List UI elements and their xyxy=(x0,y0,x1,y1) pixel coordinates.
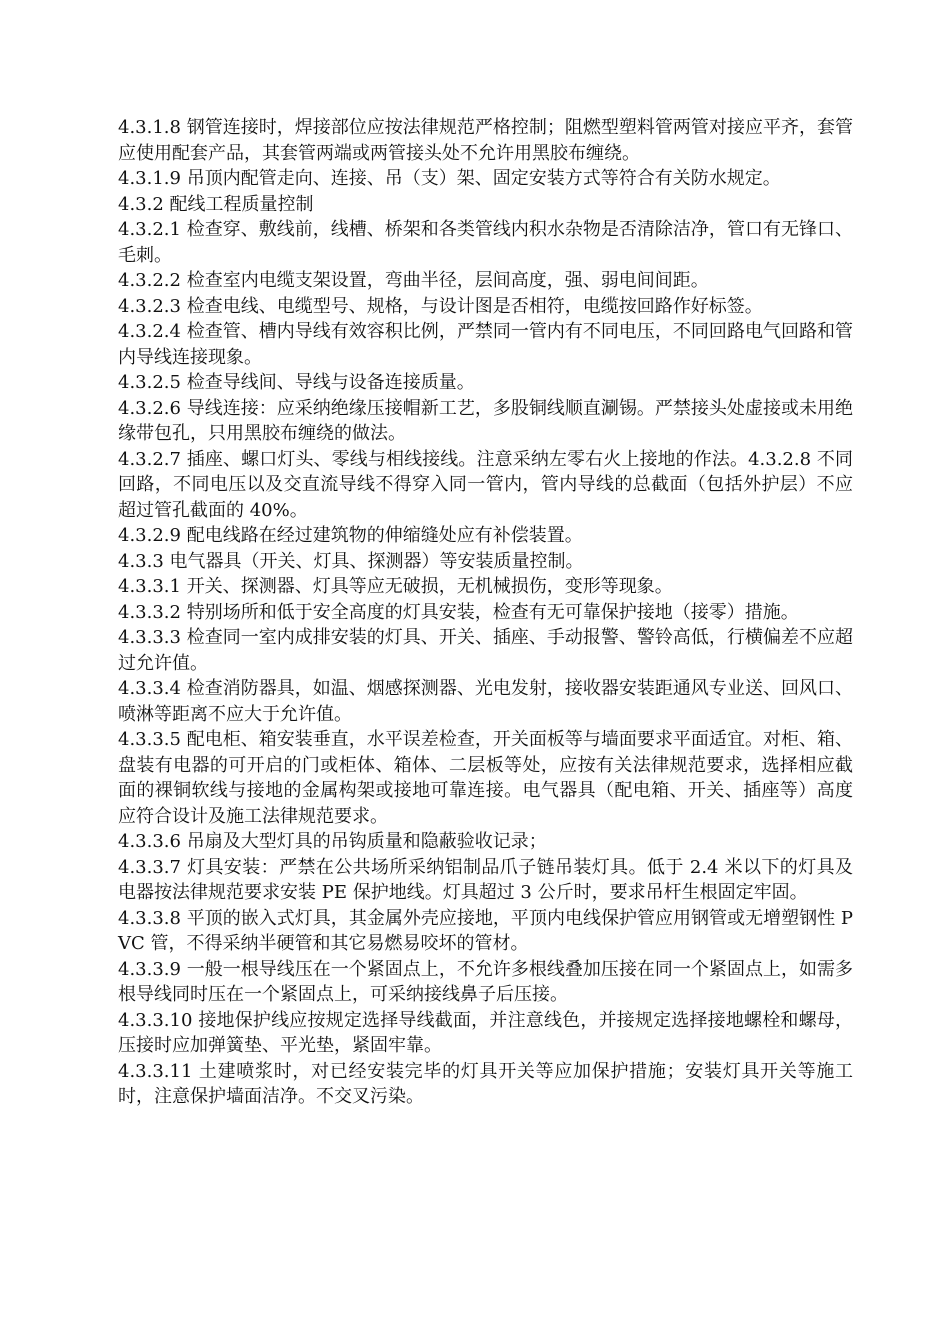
section-heading-4-3-2: 4.3.2 配线工程质量控制 xyxy=(118,193,314,215)
paragraph-4-3-2-3: 4.3.2.3 检查电线、电缆型号、规格，与设计图是否相符，电缆按回路作好标签。 xyxy=(118,295,763,317)
paragraph-4-3-2-4: 4.3.2.4 检查管、槽内导线有效容积比例，严禁同一管内有不同电压，不同回路电气回路和管内导线连接现象。 xyxy=(118,321,853,368)
paragraph-4-3-3-4: 4.3.3.4 检查消防器具，如温、烟感探测器、光电发射，接收器安装距通风专业送、回风口、喷淋等距离不应大于允许值。 xyxy=(118,678,853,725)
paragraph-4-3-2-7: 4.3.2.7 插座、螺口灯头、零线与相线接线。注意采纳左零右火上接地的作法。4.3.2.8 不同回路，不同电压以及交直流导线不得穿入同一管内，管内导线的总截面（包括外护层）不应超过管孔截面的 40%。 xyxy=(118,448,853,521)
paragraph-4-3-3-5: 4.3.3.5 配电柜、箱安装垂直，水平误差检查，开关面板等与墙面要求平面适宜。对柜、箱、盘装有电器的可开启的门或柜体、箱体、二层板等处，应按有关法律规范要求，选择相应截面的裸铜软线与接地的金属构架或接地可靠连接。电气器具（配电箱、开关、插座等）高度应符合设计及施工法律规范要求。 xyxy=(118,729,853,827)
paragraph-4-3-2-6: 4.3.2.6 导线连接：应采纳绝缘压接帽新工艺，多股铜线顺直涮锡。严禁接头处虚接或未用绝缘带包孔，只用黑胶布缠绕的做法。 xyxy=(118,397,853,444)
paragraph-4-3-2-5: 4.3.2.5 检查导线间、导线与设备连接质量。 xyxy=(118,372,475,393)
paragraph-4-3-1-9: 4.3.1.9 吊顶内配管走向、连接、吊（支）架、固定安装方式等符合有关防水规定。 xyxy=(118,168,781,189)
paragraph-4-3-3-2: 4.3.3.2 特别场所和低于安全高度的灯具安装，检查有无可靠保护接地（接零）措施。 xyxy=(118,601,799,623)
paragraph-4-3-2-2: 4.3.2.2 检查室内电缆支架设置，弯曲半径，层间高度，强、弱电间间距。 xyxy=(118,270,709,291)
paragraph-4-3-3-11: 4.3.3.11 土建喷浆时，对已经安装完毕的灯具开关等应加保护措施；安装灯具开关等施工时，注意保护墙面洁净。不交叉污染。 xyxy=(118,1060,853,1107)
document-body xyxy=(118,115,853,1110)
paragraph-4-3-3-7: 4.3.3.7 灯具安装：严禁在公共场所采纳铝制品爪子链吊装灯具。低于 2.4 米以下的灯具及电器按法律规范要求安装 PE 保护地线。灯具超过 3 公斤时，要求吊杆生根固定牢固。 xyxy=(118,856,853,903)
paragraph-4-3-3-8: 4.3.3.8 平顶的嵌入式灯具，其金属外壳应接地，平顶内电线保护管应用钢管或无增塑钢性 PVC 管，不得采纳半硬管和其它易燃易咬坏的管材。 xyxy=(118,907,853,954)
paragraph-4-3-3-3: 4.3.3.3 检查同一室内成排安装的灯具、开关、插座、手动报警、警铃高低，行横偏差不应超过允许值。 xyxy=(118,627,853,674)
paragraph-4-3-1-8: 4.3.1.8 钢管连接时，焊接部位应按法律规范严格控制；阻燃型塑料管两管对接应平齐，套管应使用配套产品，其套管两端或两管接头处不允许用黑胶布缠绕。 xyxy=(118,117,853,164)
paragraph-4-3-3-10: 4.3.3.10 接地保护线应按规定选择导线截面，并注意线色，并接规定选择接地螺栓和螺母，压接时应加弹簧垫、平光垫，紧固牢靠。 xyxy=(118,1009,853,1056)
paragraph-4-3-3-1: 4.3.3.1 开关、探测器、灯具等应无破损，无机械损伤，变形等现象。 xyxy=(118,576,673,597)
paragraph-4-3-3-6: 4.3.3.6 吊扇及大型灯具的吊钩质量和隐蔽验收记录； xyxy=(118,831,547,852)
paragraph-4-3-3-9: 4.3.3.9 一般一根导线压在一个紧固点上，不允许多根线叠加压接在同一个紧固点上，如需多根导线同时压在一个紧固点上，可采纳接线鼻子后压接。 xyxy=(118,958,853,1005)
paragraph-4-3-2-1: 4.3.2.1 检查穿、敷线前，线槽、桥架和各类管线内积水杂物是否清除洁净，管口有无锋口、毛刺。 xyxy=(118,219,853,266)
paragraph-4-3-2-9: 4.3.2.9 配电线路在经过建筑物的伸缩缝处应有补偿装置。 xyxy=(118,525,583,546)
section-heading-4-3-3: 4.3.3 电气器具（开关、灯具、探测器）等安装质量控制。 xyxy=(118,550,584,572)
